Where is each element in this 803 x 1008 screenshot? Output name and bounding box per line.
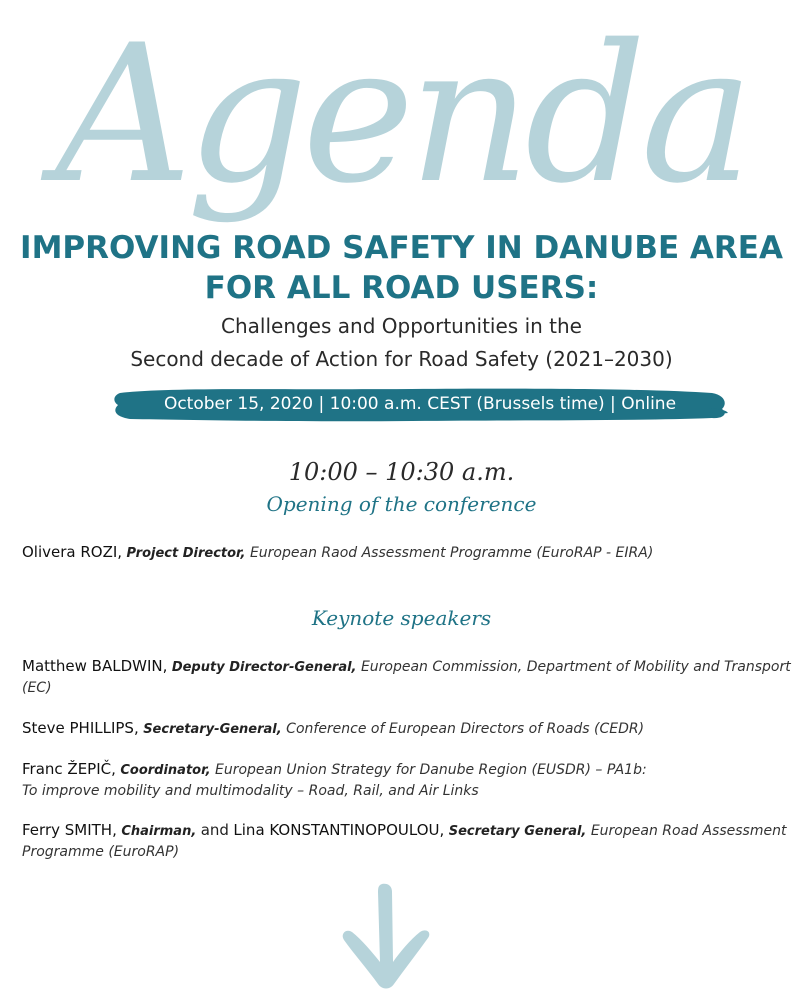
- speaker-role: Deputy Director-General,: [171, 660, 357, 675]
- speaker-zepic: [22, 759, 792, 802]
- speaker-name: Olivera ROZI,: [22, 543, 123, 561]
- speaker-org: European Union Strategy for Danube Region (EUSDR) – PA1b:: [214, 762, 647, 778]
- speaker-phillips: [22, 718, 792, 740]
- subtitle-line2: Second decade of Action for Road Safety (2021–2030): [130, 347, 673, 371]
- speaker-name: Steve PHILLIPS,: [22, 719, 139, 737]
- speaker-org-line2: To improve mobility and multimodality – Road, Rail, and Air Links: [22, 783, 479, 799]
- speaker-role: Coordinator,: [120, 763, 211, 778]
- speaker-role: Secretary-General,: [143, 722, 282, 737]
- speaker-role: Project Director,: [126, 546, 246, 561]
- opening-heading: Opening of the conference: [266, 492, 537, 516]
- speaker-name-2: Lina KONSTANTINOPOULOU,: [233, 821, 445, 839]
- speaker-baldwin: [22, 656, 792, 699]
- speaker-smith-konstantinopoulou: [22, 820, 792, 863]
- subtitle: [0, 310, 803, 376]
- main-title-line1: IMPROVING ROAD SAFETY IN DANUBE AREA: [20, 230, 783, 266]
- speaker-org: European Road Assessment Programme (EuroRAP): [22, 823, 787, 860]
- speaker-org: European Commission, Department of Mobility and Transport (EC): [22, 659, 791, 696]
- speaker-role-2: Secretary General,: [448, 824, 587, 839]
- speaker-org: Conference of European Directors of Roads (CEDR): [286, 721, 645, 737]
- agenda-title: Agenda: [55, 4, 748, 225]
- main-title: [0, 228, 803, 308]
- speaker-org: European Raod Assessment Programme (EuroRAP - EIRA): [249, 545, 654, 561]
- date-banner: [112, 383, 728, 425]
- date-text: October 15, 2020 | 10:00 a.m. CEST (Brussels time) | Online: [163, 394, 677, 414]
- main-title-line2: FOR ALL ROAD USERS:: [204, 270, 599, 306]
- speaker-name: Franc ŽEPIČ,: [22, 760, 116, 778]
- speaker-conjunction: and: [200, 821, 229, 839]
- keynote-heading: Keynote speakers: [311, 606, 492, 630]
- subtitle-line1: Challenges and Opportunities in the: [221, 314, 582, 338]
- time-slot: 10:00 – 10:30 a.m.: [288, 458, 515, 486]
- speaker-rozi: [22, 542, 792, 564]
- speaker-role: Chairman,: [121, 824, 197, 839]
- speaker-name: Ferry SMITH,: [22, 821, 117, 839]
- down-arrow-icon: [338, 880, 434, 992]
- speaker-name: Matthew BALDWIN,: [22, 657, 168, 675]
